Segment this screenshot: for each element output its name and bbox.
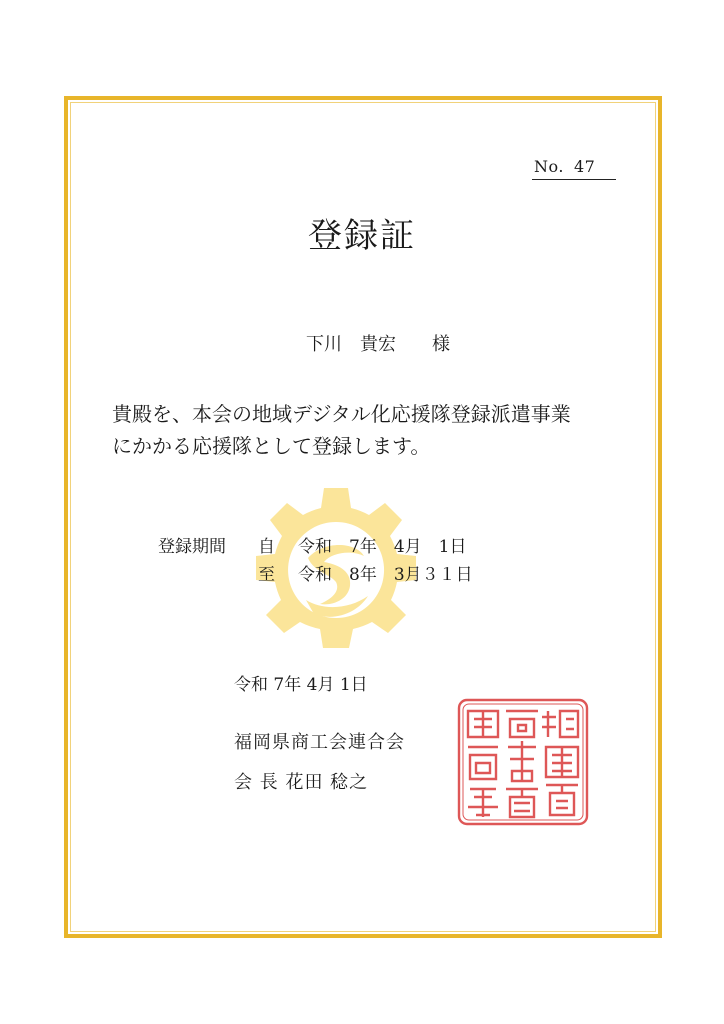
certificate-number-value: 47 [574,157,596,176]
president-name: 会 長 花田 稔之 [234,772,369,793]
period-from-date: 令和 7年 4月 1日 [298,537,467,557]
certificate-number [532,157,616,180]
issuing-organization: 福岡県商工会連合会 [234,732,405,753]
certificate-title: 登録証 [308,216,416,256]
recipient-name: 下川 貴宏 様 [306,334,450,355]
period-to-date: 令和 8年 3月３１日 [298,565,473,585]
body-line: にかかる応援隊として登録します。 [112,434,431,458]
body-line: 貴殿を、本会の地域デジタル化応援隊登録派遣事業 [112,402,571,426]
period-label: 登録期間 [158,537,226,557]
period-from-marker: 自 [258,537,275,557]
period-to-marker: 至 [258,565,275,585]
official-seal [456,697,590,827]
certificate-body [112,398,632,462]
certificate-number-label: No. [534,157,564,176]
issue-date: 令和 7年 4月 1日 [234,675,368,695]
